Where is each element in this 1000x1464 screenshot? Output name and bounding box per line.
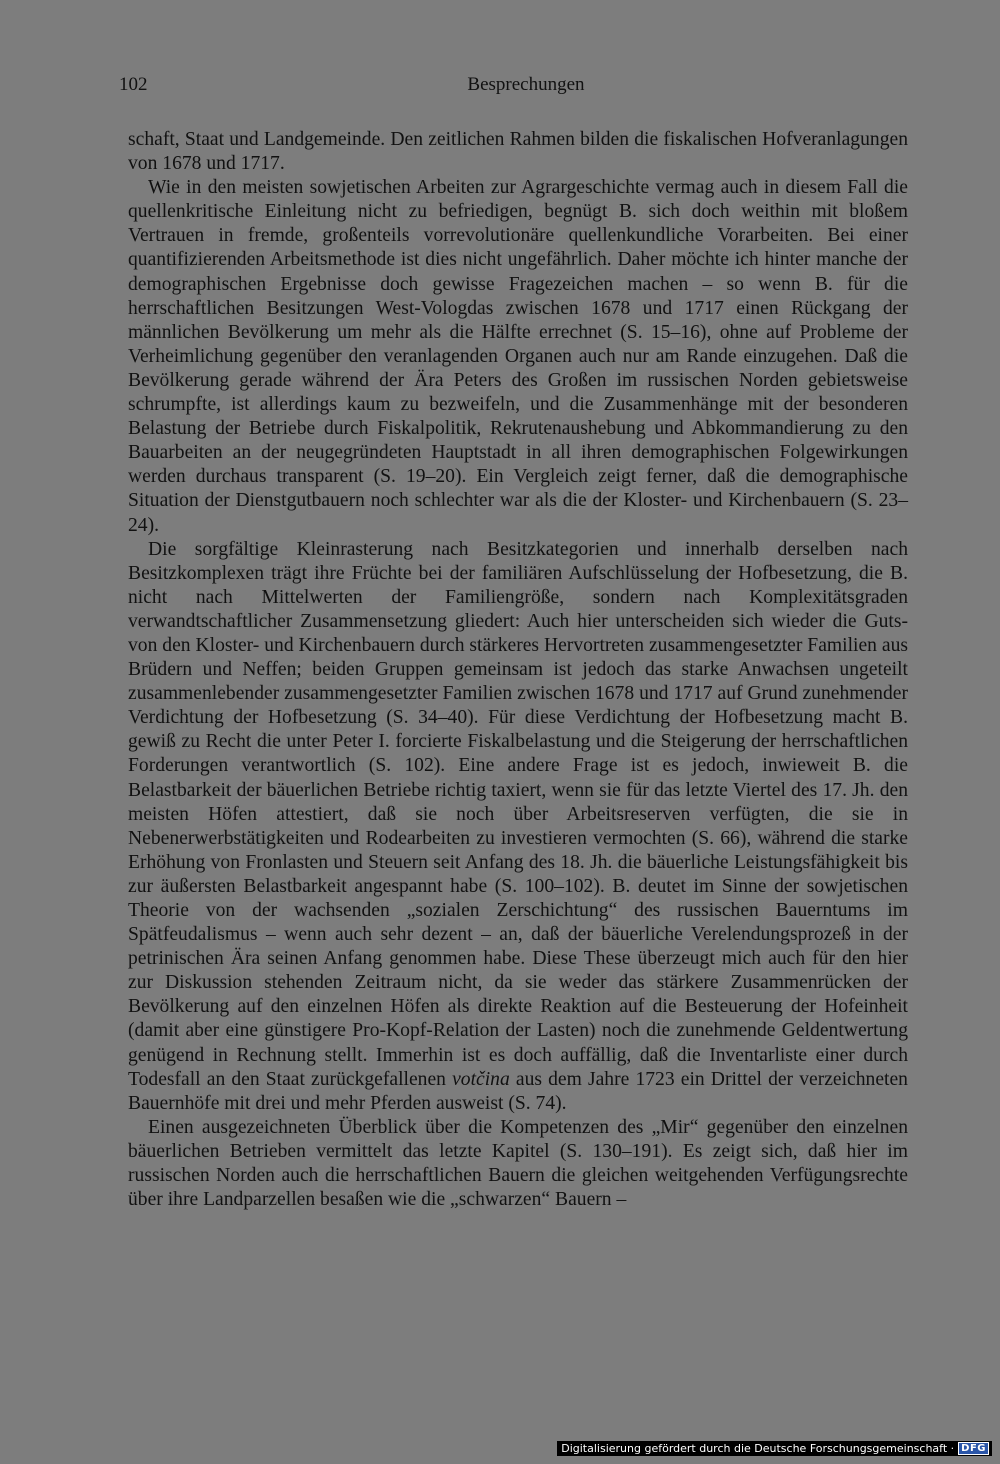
paragraph-3 bbox=[128, 538, 908, 1116]
paragraph-4: Einen ausgezeichneten Überblick über die Kompetenzen des „Mir“ gegenüber den einzelnen bäuerlichen Betrieben vermittelt das letzte Kapitel (S. 130–191). Es zeigt sich, daß hier im russischen Norden auch die herrschaftlichen Bauern die gleichen weitgehenden Verfügungsrechte über ihre Landparzellen besaßen wie die „schwarzen“ Bauern – bbox=[128, 1116, 908, 1211]
paragraph-2: Wie in den meisten sowjetischen Arbeiten zur Agrargeschichte vermag auch in diesem Fall die quellenkritische Einleitung nicht zu befriedigen, begnügt B. sich doch weithin mit bloßem Vertrauen in fremde, großenteils vorrevolutionäre quellenkundliche Vorarbeiten. Bei einer quantifizierenden Arbeitsmethode ist dies nicht ungefährlich. Daher möchte ich hinter manche der demographischen Ergebnisse doch gewisse Fragezeichen machen – so wenn B. für die herrschaftlichen Besitzungen West-Vologdas zwischen 1678 und 1717 einen Rückgang der männlichen Bevölkerung um mehr als die Hälfte errechnet (S. 15–16), ohne auf Probleme der Verheimlichung gegenüber den veranlagenden Organen auch nur am Rande einzugehen. Daß die Bevölkerung gerade während der Ära Peters des Großen im russischen Norden gebietsweise schrumpfte, ist allerdings kaum zu bezweifeln, und die Zusammenhänge mit der besonderen Belastung der Betriebe durch Fiskalpolitik, Rekrutenaushebung und Abkommandierung zu den Bauarbeiten an der neugegründeten Hauptstadt in all ihren demographischen Folgewirkungen werden durchaus transparent (S. 19–20). Ein Vergleich zeigt ferner, daß die demographische Situation der Dienstgutbauern noch schlechter war als die der Kloster- und Kirchenbauern (S. 23–24). bbox=[128, 177, 908, 536]
paragraph-3-tail: aus dem Jahre 1723 ein Drittel der verzeichneten Bauernhöfe mit drei und mehr Pferden ausweist (S. 74). bbox=[128, 1068, 908, 1114]
italic-term: votčina bbox=[452, 1068, 510, 1090]
page-header bbox=[119, 74, 909, 102]
paragraph-1: schaft, Staat und Landgemeinde. Den zeitlichen Rahmen bilden die fiskalischen Hofveranlagungen von 1678 und 1717. bbox=[128, 129, 908, 175]
dfg-logo-icon: DFG bbox=[958, 1442, 989, 1455]
page-number: 102 bbox=[119, 74, 148, 95]
credit-text: Digitalisierung gefördert durch die Deutsche Forschungsgemeinschaft · bbox=[561, 1442, 955, 1455]
digitization-credit bbox=[557, 1441, 992, 1456]
running-head: Besprechungen bbox=[467, 74, 585, 95]
paragraph-3-text: Die sorgfältige Kleinrasterung nach Besitzkategorien und innerhalb derselben nach Besitzkomplexen trägt ihre Früchte bei der familiären Aufschlüsselung der Hofbesetzung, die B. nicht nach Mittelwerten der Familiengröße, sondern nach Komplexitätsgraden verwandtschaftlicher Zusammensetzung gliedert: Auch hier unterscheiden sich wieder die Guts- von den Kloster- und Kirchenbauern durch stärkeres Hervortreten zusammengesetzter Familien aus Brüdern und Neffen; beiden Gruppen gemeinsam ist jedoch das starke Anwachsen ungeteilt zusammenlebender zusammengesetzter Familien zwischen 1678 und 1717 auf Grund zunehmender Verdichtung der Hofbesetzung (S. 34–40). Für diese Verdichtung der Hofbesetzung macht B. gewiß zu Recht die unter Peter I. forcierte Fiskalbelastung und die Steigerung der herrschaftlichen Forderungen verantwortlich (S. 102). Eine andere Frage ist es jedoch, inwieweit B. die Belastbarkeit der bäuerlichen Betriebe richtig taxiert, wenn sie für das letzte Viertel des 17. Jh. den meisten Höfen attestiert, daß sie noch über Arbeitsreserven verfügten, die sie in Nebenerwerbstätigkeiten und Rodearbeiten zu investieren vermochten (S. 66), während die starke Erhöhung von Fronlasten und Steuern seit Anfang des 18. Jh. die bäuerliche Leistungsfähigkeit bis zur äußersten Belastbarkeit angespannt habe (S. 100–102). B. deutet im Sinne der sowjetischen Theorie von der wachsenden „sozialen Zerschichtung“ des russischen Bauerntums im Spätfeudalismus – wenn auch sehr dezent – an, daß der bäuerliche Verelendungsprozeß in der petrinischen Ära seinen Anfang genommen habe. Diese These überzeugt mich auch für den hier zur Diskussion stehenden Zeitraum nicht, da sie weder das stärkere Zusammenrücken der Bevölkerung auf den einzelnen Höfen als direkte Reaktion auf die Besteuerung der Hofeinheit (damit aber eine günstigere Pro-Kopf-Relation der Lasten) noch die zunehmende Geldentwertung genügend in Rechnung stellt. Immerhin ist es doch auffällig, daß die Inventarliste einer durch Todesfall an den Staat zurückgefallenen bbox=[128, 538, 908, 1090]
body-text bbox=[128, 128, 908, 1212]
